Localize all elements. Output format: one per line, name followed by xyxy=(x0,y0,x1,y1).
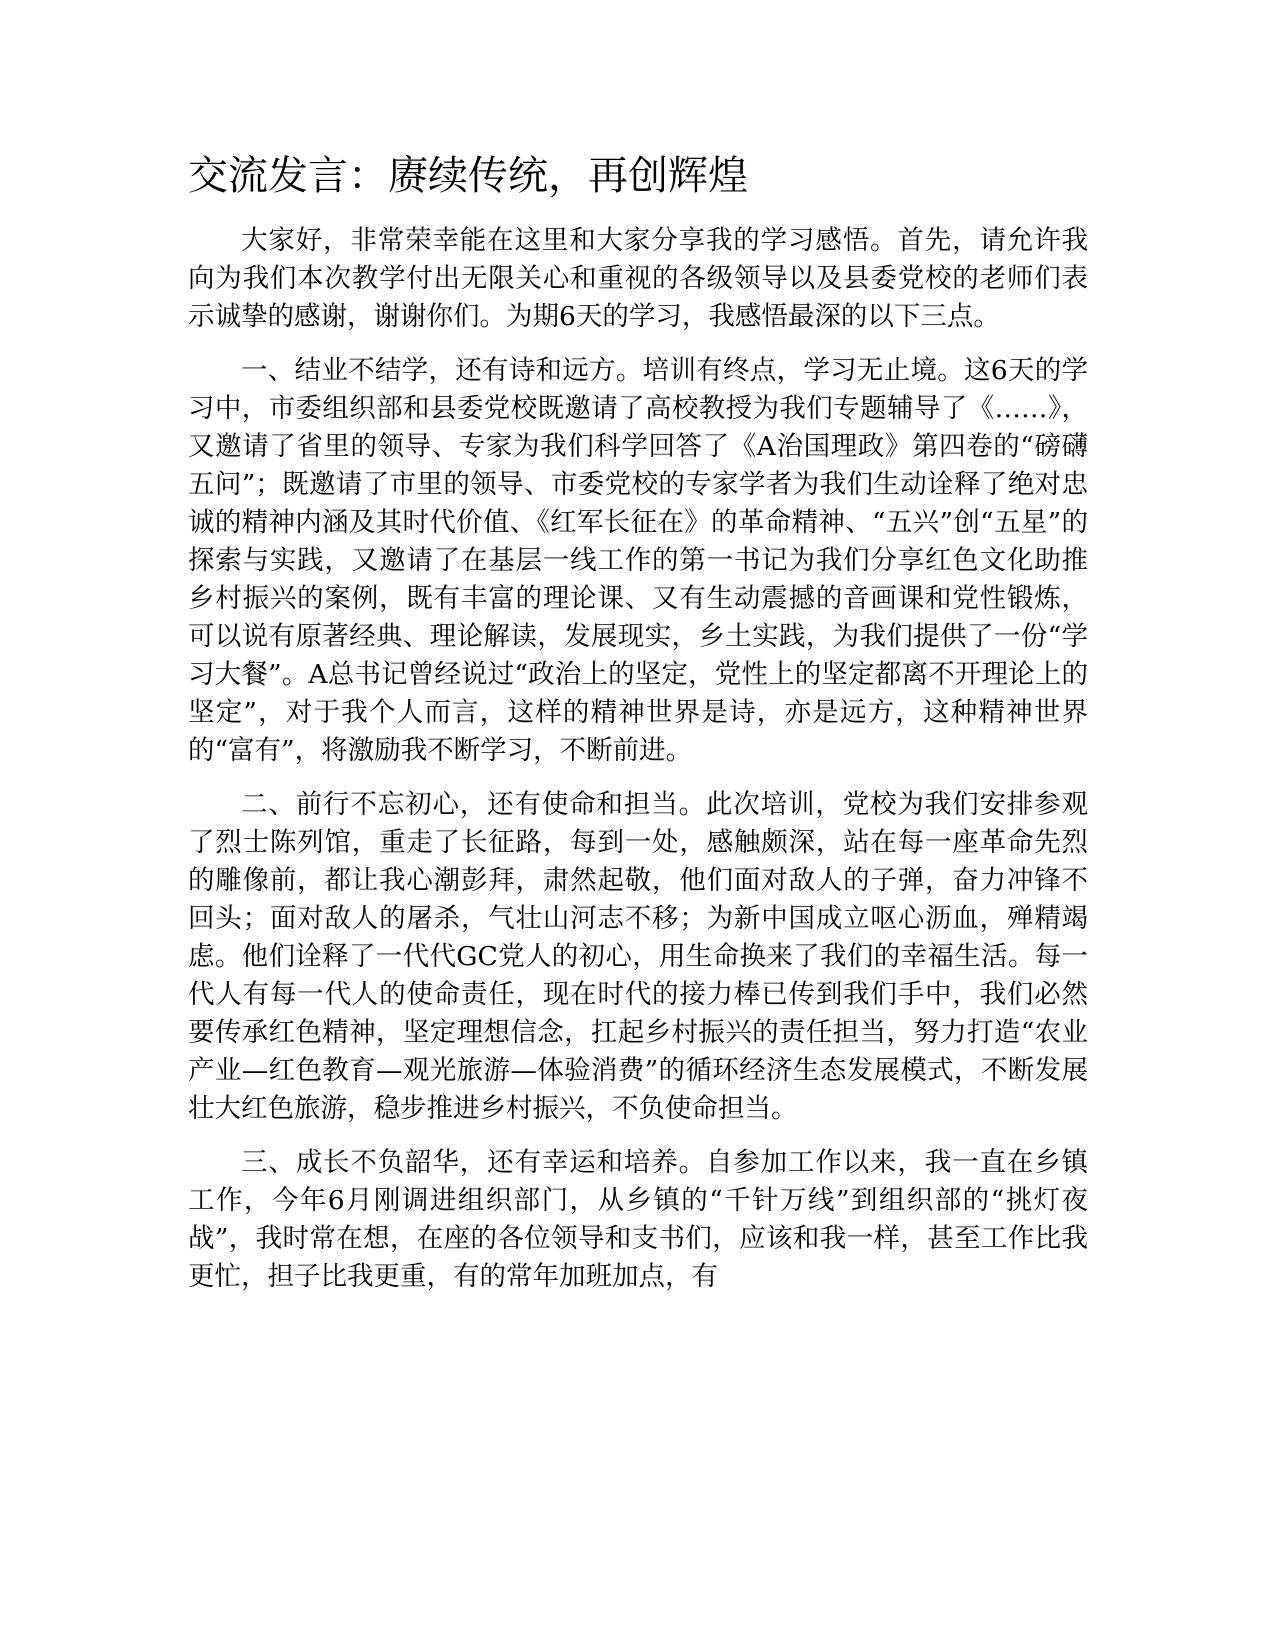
document-body xyxy=(188,222,1088,1312)
document-title: 交流发言：赓续传统，再创辉煌 xyxy=(188,153,748,199)
paragraph-point-one: 一、结业不结学，还有诗和远方。培训有终点，学习无止境。这6天的学习中，市委组织部和县委党校既邀请了高校教授为我们专题辅导了《……》，又邀请了省里的领导、专家为我们科学回答了《A治国理政》第四卷的“磅礴五问”；既邀请了市里的领导、市委党校的专家学者为我们生动诠释了绝对忠诚的精神内涵及其时代价值、《红军长征在》的革命精神、“五兴”创“五星”的探索与实践，又邀请了在基层一线工作的第一书记为我们分享红色文化助推乡村振兴的案例，既有丰富的理论课、又有生动震撼的音画课和党性锻炼，可以说有原著经典、理论解读，发展现实，乡土实践，为我们提供了一份“学习大餐”。A总书记曾经说过“政治上的坚定，党性上的坚定都离不开理论上的坚定”，对于我个人而言，这样的精神世界是诗，亦是远方，这种精神世界的“富有”，将激励我不断学习，不断前进。 xyxy=(188,355,1088,766)
paragraph-point-two: 二、前行不忘初心，还有使命和担当。此次培训，党校为我们安排参观了烈士陈列馆，重走了长征路，每到一处，感触颇深，站在每一座革命先烈的雕像前，都让我心潮彭拜，肃然起敬，他们面对敌人的子弹，奋力冲锋不回头；面对敌人的屠杀，气壮山河志不移；为新中国成立呕心沥血，殚精竭虑。他们诠释了一代代GC党人的初心，用生命换来了我们的幸福生活。每一代人有每一代人的使命责任，现在时代的接力棒已传到我们手中，我们必然要传承红色精神，坚定理想信念，扛起乡村振兴的责任担当，努力打造“农业产业—红色教育—观光旅游—体验消费”的循环经济生态发展模式，不断发展壮大红色旅游，稳步推进乡村振兴，不负使命担当。 xyxy=(188,789,1088,1124)
paragraph-intro: 大家好，非常荣幸能在这里和大家分享我的学习感悟。首先，请允许我向为我们本次教学付出无限关心和重视的各级领导以及县委党校的老师们表示诚挚的感谢，谢谢你们。为期6天的学习，我感悟最深的以下三点。 xyxy=(188,225,1088,332)
paragraph-point-three: 三、成长不负韶华，还有幸运和培养。自参加工作以来，我一直在乡镇工作，今年6月刚调进组织部门，从乡镇的“千针万线”到组织部的“挑灯夜战”，我时常在想，在座的各位领导和支书们，应该和我一样，甚至工作比我更忙，担子比我更重，有的常年加班加点，有 xyxy=(188,1147,1088,1292)
